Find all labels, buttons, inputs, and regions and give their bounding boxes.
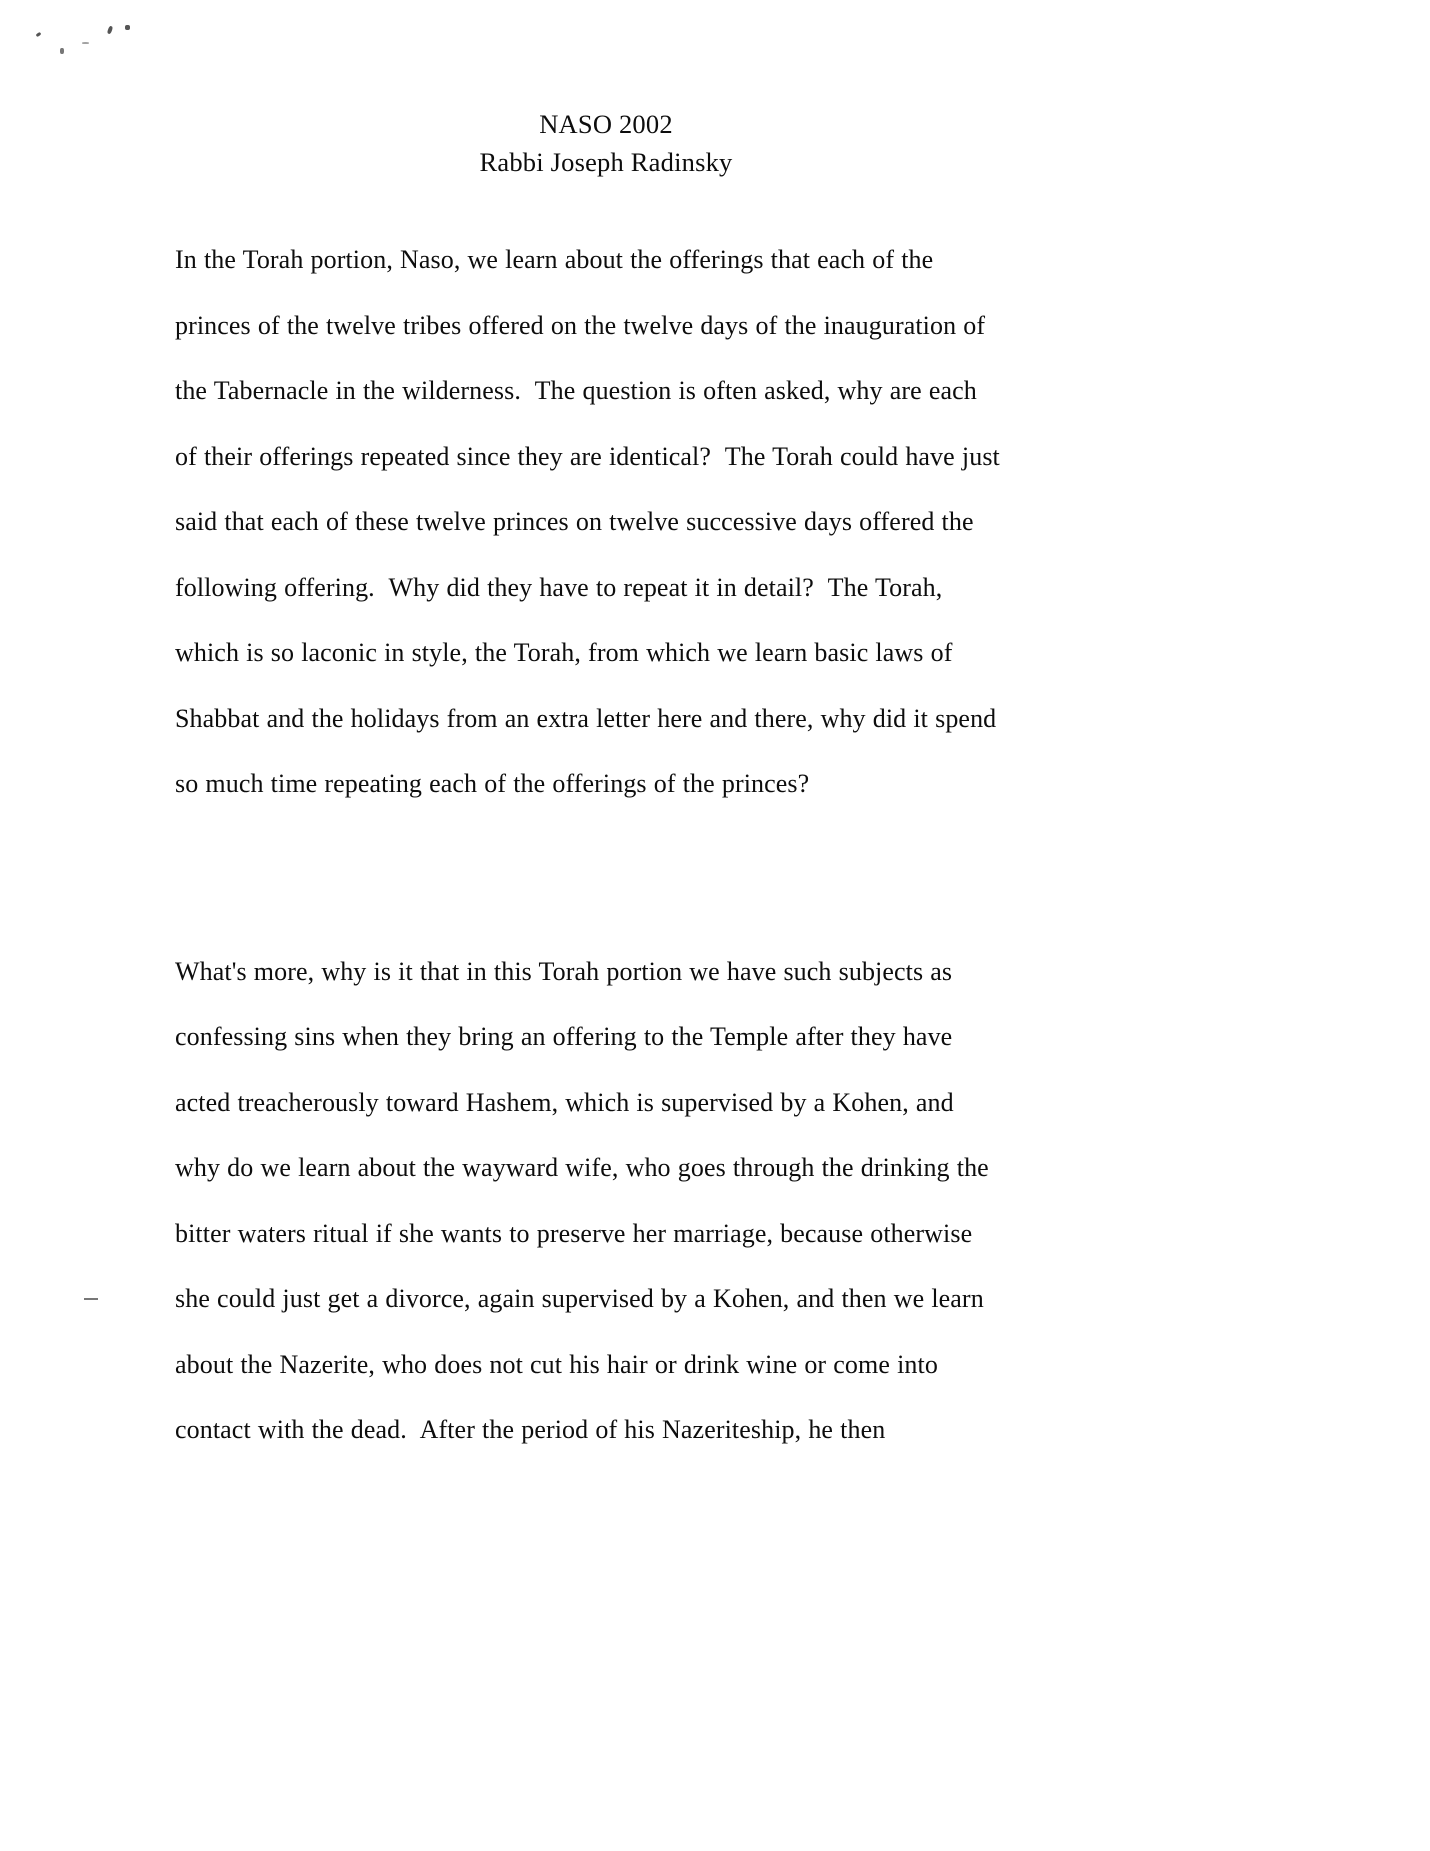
title-line-2: Rabbi Joseph Radinsky: [479, 146, 733, 177]
paragraph-1-line-4: of their offerings repeated since they are identical? The Torah could have just: [175, 441, 1000, 471]
paragraph-2-line-1: What's more, why is it that in this Torah portion we have such subjects as: [175, 956, 953, 986]
paragraph-2-line-6: she could just get a divorce, again supervised by a Kohen, and then we learn: [175, 1284, 984, 1314]
paragraph-1-line-7: which is so laconic in style, the Torah, from which we learn basic laws of: [175, 638, 953, 668]
paragraph-1-line-2: princes of the twelve tribes offered on the twelve days of the inauguration of: [175, 310, 986, 340]
paragraph-2-line-7: about the Nazerite, who does not cut his hair or drink wine or come into: [175, 1349, 938, 1379]
document-title: [175, 106, 1037, 181]
paragraph-1: [175, 227, 1037, 817]
paragraph-1-line-1: In the Torah portion, Naso, we learn about the offerings that each of the: [175, 245, 934, 275]
title-line-1: NASO 2002: [539, 109, 673, 139]
paragraph-2-line-2: confessing sins when they bring an offering to the Temple after they have: [175, 1022, 953, 1052]
paragraph-2-line-3: acted treacherously toward Hashem, which is supervised by a Kohen, and: [175, 1087, 954, 1117]
paragraph-1-line-9: so much time repeating each of the offerings of the princes?: [175, 769, 810, 799]
paragraph-2-line-5: bitter waters ritual if she wants to preserve her marriage, because otherwise: [175, 1218, 973, 1248]
paragraph-2-line-4: why do we learn about the wayward wife, who goes through the drinking the: [175, 1153, 989, 1183]
paragraph-1-line-5: said that each of these twelve princes on twelve successive days offered the: [175, 507, 974, 537]
paragraph-2: [175, 939, 1037, 1463]
document-body: [175, 106, 1037, 1463]
paragraph-1-line-8: Shabbat and the holidays from an extra letter here and there, why did it spend: [175, 703, 997, 733]
margin-mark: [84, 1298, 98, 1300]
scan-speckle-artifacts: [30, 22, 160, 62]
paragraph-1-line-6: following offering. Why did they have to repeat it in detail? The Torah,: [175, 572, 943, 602]
paragraph-1-line-3: the Tabernacle in the wilderness. The question is often asked, why are each: [175, 376, 977, 406]
paragraph-2-line-8: contact with the dead. After the period of his Nazeriteship, he then: [175, 1415, 886, 1445]
